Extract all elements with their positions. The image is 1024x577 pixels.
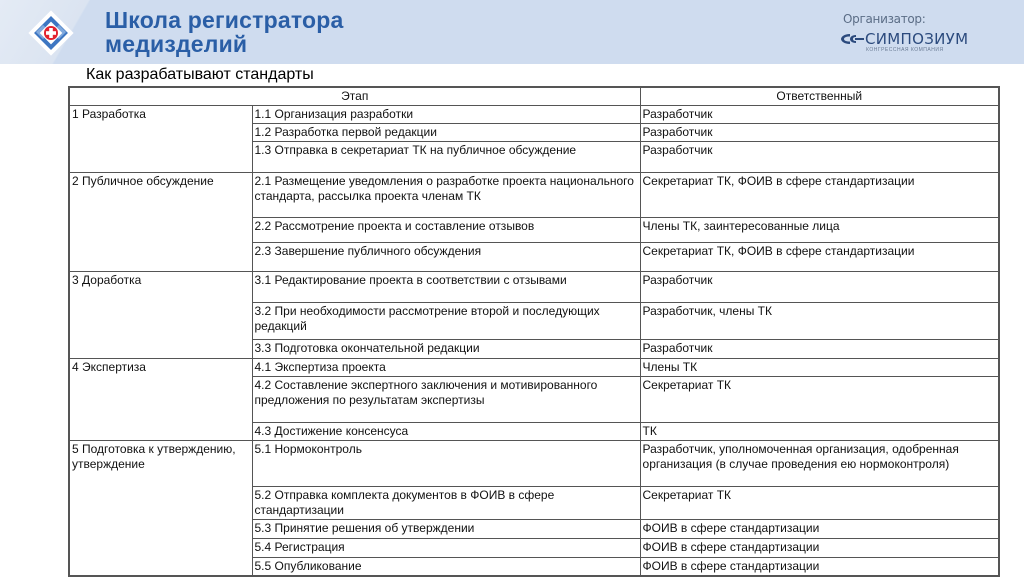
responsible-cell: ФОИВ в сфере стандартизации	[640, 558, 999, 577]
table-body	[69, 106, 999, 577]
step-cell: 2.1 Размещение уведомления о разработке проекта национального стандарта, рассылка проекта членам ТК	[252, 173, 640, 218]
step-cell: 5.4 Регистрация	[252, 539, 640, 558]
table-row	[69, 441, 999, 487]
responsible-cell: Разработчик, члены ТК	[640, 303, 999, 340]
responsible-cell: ФОИВ в сфере стандартизации	[640, 520, 999, 539]
step-cell: 3.2 При необходимости рассмотрение второй и последующих редакций	[252, 303, 640, 340]
responsible-cell: Разработчик	[640, 272, 999, 303]
page-title: Как разрабатывают стандарты	[86, 66, 314, 83]
step-cell: 4.1 Экспертиза проекта	[252, 359, 640, 377]
school-title-line1: Школа регистратора	[105, 7, 344, 33]
responsible-cell: Разработчик, уполномоченная организация, одобренная организация (в случае проведения ею нормоконтроля)	[640, 441, 999, 487]
table-row	[69, 173, 999, 218]
step-cell: 5.1 Нормоконтроль	[252, 441, 640, 487]
stage-cell: 4 Экспертиза	[69, 359, 252, 441]
step-cell: 1.1 Организация разработки	[252, 106, 640, 124]
responsible-cell: Разработчик	[640, 340, 999, 359]
step-cell: 1.2 Разработка первой редакции	[252, 124, 640, 142]
step-cell: 1.3 Отправка в секретариат ТК на публичное обсуждение	[252, 142, 640, 173]
responsible-cell: Разработчик	[640, 142, 999, 173]
organizer-subtitle: КОНГРЕССНАЯ КОМПАНИЯ	[866, 47, 944, 53]
step-cell: 5.3 Принятие решения об утверждении	[252, 520, 640, 539]
step-cell: 3.3 Подготовка окончательной редакции	[252, 340, 640, 359]
responsible-cell: Секретариат ТК, ФОИВ в сфере стандартизации	[640, 173, 999, 218]
column-header-stage: Этап	[69, 87, 640, 106]
table-row	[69, 106, 999, 124]
organizer-logo	[840, 31, 1000, 57]
stage-cell: 2 Публичное обсуждение	[69, 173, 252, 272]
step-cell: 4.3 Достижение консенсуса	[252, 423, 640, 441]
step-cell: 2.3 Завершение публичного обсуждения	[252, 243, 640, 272]
responsible-cell: Члены ТК, заинтересованные лица	[640, 218, 999, 243]
responsible-cell: Члены ТК	[640, 359, 999, 377]
responsible-cell: Секретариат ТК	[640, 377, 999, 423]
responsible-cell: Секретариат ТК	[640, 487, 999, 520]
organizer-label: Организатор:	[843, 12, 926, 26]
stage-cell: 3 Доработка	[69, 272, 252, 359]
table-row	[69, 272, 999, 303]
organizer-name: СИМПОЗИУМ	[865, 30, 969, 48]
responsible-cell: Секретариат ТК, ФОИВ в сфере стандартизации	[640, 243, 999, 272]
symposium-swirl-icon	[840, 33, 864, 45]
stage-cell: 5 Подготовка к утверждению, утверждение	[69, 441, 252, 577]
table-row	[69, 359, 999, 377]
responsible-cell: Разработчик	[640, 106, 999, 124]
responsible-cell: ФОИВ в сфере стандартизации	[640, 539, 999, 558]
step-cell: 5.5 Опубликование	[252, 558, 640, 577]
header-banner	[0, 0, 1024, 64]
step-cell: 2.2 Рассмотрение проекта и составление отзывов	[252, 218, 640, 243]
school-title	[105, 8, 435, 56]
responsible-cell: ТК	[640, 423, 999, 441]
step-cell: 5.2 Отправка комплекта документов в ФОИВ в сфере стандартизации	[252, 487, 640, 520]
column-header-responsible: Ответственный	[640, 87, 999, 106]
stage-cell: 1 Разработка	[69, 106, 252, 173]
medical-cross-diamond-icon	[28, 10, 74, 56]
responsible-cell: Разработчик	[640, 124, 999, 142]
step-cell: 4.2 Составление экспертного заключения и мотивированного предложения по результатам экспертизы	[252, 377, 640, 423]
standards-stages-table	[68, 86, 1000, 577]
step-cell: 3.1 Редактирование проекта в соответствии с отзывами	[252, 272, 640, 303]
table-header-row	[69, 87, 999, 106]
school-title-line2: медизделий	[105, 31, 248, 57]
